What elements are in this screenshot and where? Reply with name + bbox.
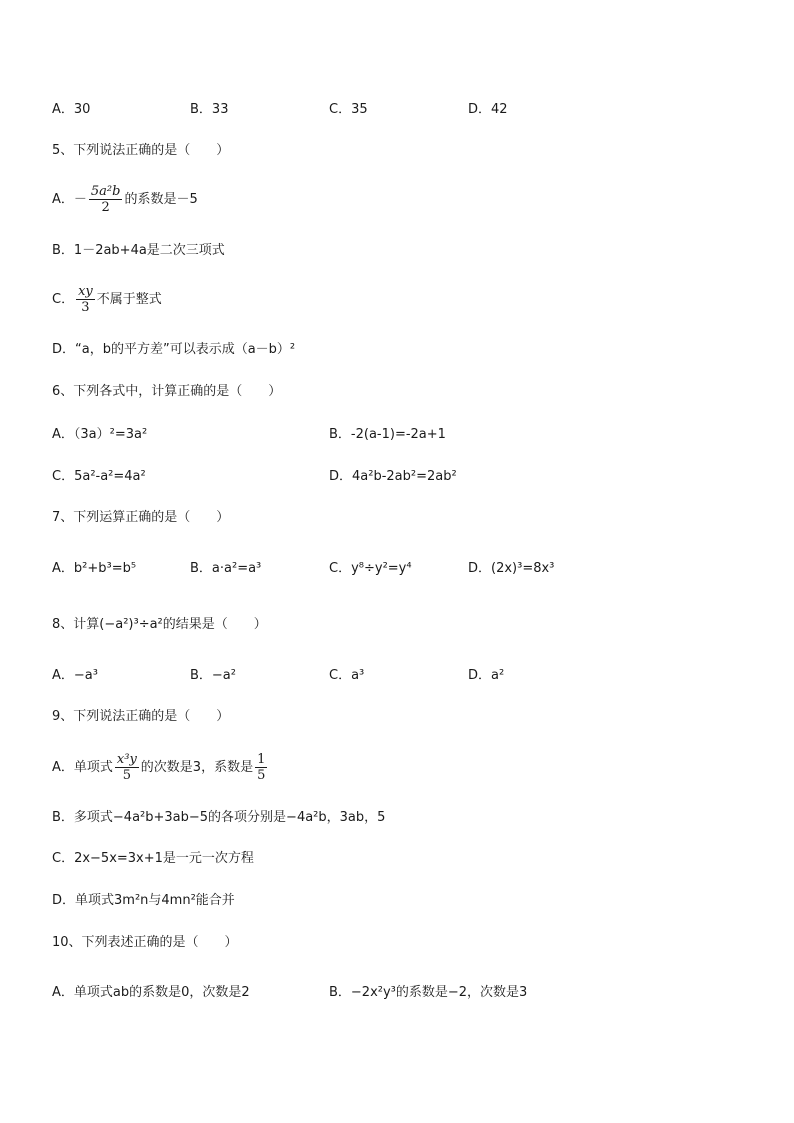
q10-stem: 10、下列表述正确的是（ ） <box>52 935 238 950</box>
q9-a-denominator-2: 5 <box>257 768 266 783</box>
q8-option-c: C．a³ <box>329 668 365 683</box>
q5-a-numerator: 5a²b <box>90 184 121 199</box>
q9-stem: 9、下列说法正确的是（ ） <box>52 709 230 724</box>
q10-option-b: B．−2x²y³的系数是−2，次数是3 <box>329 985 528 1000</box>
q5-option-d: D．“a，b的平方差”可以表示成（a－b）² <box>52 342 296 357</box>
q4-option-a: A．30 <box>52 102 91 117</box>
q6-option-b: B．-2(a-1)=-2a+1 <box>329 427 446 442</box>
q9-a-numerator-2: 1 <box>257 752 266 767</box>
q5-c-fraction <box>76 284 95 315</box>
q9-a-denominator: 5 <box>122 768 131 783</box>
q5-option-b: B．1－2ab+4a是二次三项式 <box>52 243 225 258</box>
q6-option-d: D．4a²b-2ab²=2ab² <box>329 469 457 484</box>
q9-option-b: B．多项式−4a²b+3ab−5的各项分别是−4a²b，3ab，5 <box>52 810 386 825</box>
q5-a-denominator: 2 <box>101 200 110 215</box>
q9-a-fraction <box>115 752 139 783</box>
q7-option-c: C．y⁸÷y²=y⁴ <box>329 561 412 576</box>
q5-c-prefix: C． <box>52 292 75 307</box>
q9-option-a <box>52 752 269 783</box>
q8-option-a: A．−a³ <box>52 668 98 683</box>
q9-a-numerator: x³y <box>116 752 137 767</box>
q5-option-c <box>52 284 162 315</box>
q7-option-a: A．b²+b³=b⁵ <box>52 561 137 576</box>
q4-option-b: B．33 <box>190 102 229 117</box>
q6-stem: 6、下列各式中，计算正确的是（ ） <box>52 384 282 399</box>
q5-stem: 5、下列说法正确的是（ ） <box>52 143 230 158</box>
q8-option-d: D．a² <box>468 668 505 683</box>
q7-option-d: D．(2x)³=8x³ <box>468 561 555 576</box>
q9-a-middle: 的次数是3，系数是 <box>140 760 254 775</box>
q4-option-d: D．42 <box>468 102 508 117</box>
q9-a-prefix: A．单项式 <box>52 760 113 775</box>
q9-option-d: D．单项式3m²n与4mn²能合并 <box>52 893 235 908</box>
q5-a-suffix: 的系数是－5 <box>124 192 198 207</box>
q9-option-c: C．2x−5x=3x+1是一元一次方程 <box>52 851 254 866</box>
q5-c-suffix: 不属于整式 <box>96 292 162 307</box>
q7-option-b: B．a·a²=a³ <box>190 561 262 576</box>
q5-c-denominator: 3 <box>81 300 90 315</box>
q10-option-a: A．单项式ab的系数是0，次数是2 <box>52 985 250 1000</box>
q5-a-fraction <box>89 184 123 215</box>
q8-stem: 8、计算(−a²)³÷a²的结果是（ ） <box>52 617 267 632</box>
q4-option-c: C．35 <box>329 102 368 117</box>
q6-option-a: A．（3a）²=3a² <box>52 427 148 442</box>
q5-c-numerator: xy <box>78 284 93 299</box>
q6-option-c: C．5a²-a²=4a² <box>52 469 146 484</box>
q9-a-fraction-coefficient <box>255 752 267 783</box>
q5-a-prefix: A．－ <box>52 192 87 207</box>
q8-option-b: B．−a² <box>190 668 236 683</box>
q7-stem: 7、下列运算正确的是（ ） <box>52 510 230 525</box>
q5-option-a <box>52 184 198 215</box>
